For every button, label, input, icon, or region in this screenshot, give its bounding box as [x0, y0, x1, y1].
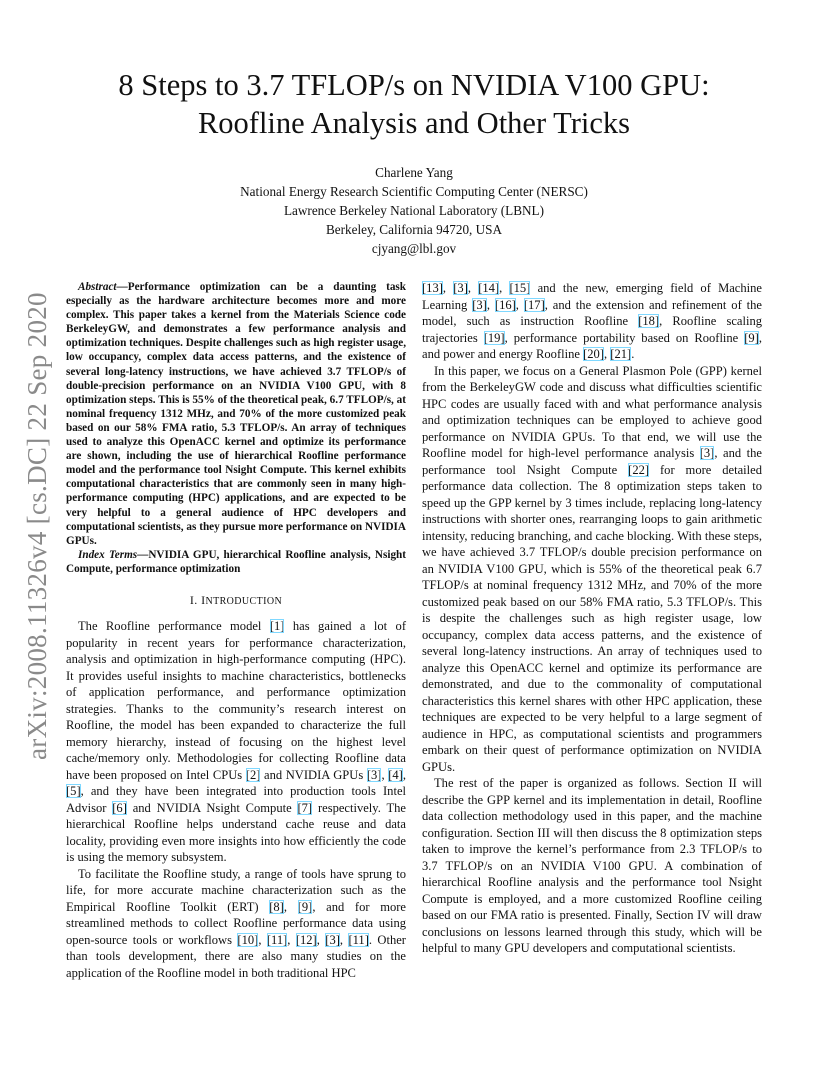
text-segment: and NVIDIA GPUs — [260, 767, 367, 782]
text-segment: In this paper, we focus on a General Plasmon Pole (GPP) kernel from the BerkeleyGW code and discuss what difficulties scientific HPC codes are usually faced with and what performance analysis and optimization techniques can be employed to achieve good performance on NVIDIA GPUs. To that end, we will use the Roofline model for high-level performance analysis — [422, 363, 762, 460]
affiliation-3: Berkeley, California 94720, USA — [325, 222, 503, 237]
intro-paragraph-2-cont — [422, 280, 762, 363]
text-segment: . Other than tools development, there are also many studies on the application of the Roofline model in both traditional HPC — [66, 932, 406, 980]
citation-link[interactable]: [9] — [297, 899, 313, 914]
section-heading-introduction: I. INTRODUCTION — [189, 592, 283, 607]
text-segment: , — [339, 932, 349, 947]
text-segment: , — [604, 347, 611, 361]
citation-link[interactable]: [3] — [325, 932, 340, 947]
paper-title — [60, 66, 768, 142]
intro-paragraph-1 — [66, 618, 406, 866]
citation-link[interactable]: [13] — [422, 281, 443, 295]
text-segment: . — [631, 347, 635, 361]
text-segment: , Roofline scaling trajectories — [422, 314, 762, 345]
text-segment: , — [515, 297, 524, 312]
abstract-lead: Abstract — [78, 281, 117, 293]
text-segment: for more detailed performance data collection. The 8 optimization steps taken to speed up the GPP kernel by 3 times include, replacing long-latency instructions with shorter ones, rearranging loops to gain arithmetic intensity, reducing branching, and cache blocking. With these steps, we have achieved 3.7 TFLOP/s double precision performance on an NVIDIA V100 GPU, which is 55% of the theoretical peak 6.7 TFLOP/s at nominal frequency 1312 MHz, and 70% of the more customized peak based on our 58% FMA ratio, 5.3 TFLOP/s. This is despite the challenges such as high register usage, low occupancy, complex data access patterns, and the existence of several long-latency instructions. An array of techniques used to analyze this OpenACC kernel and optimize its performance are demonstrated, and due to the commonality of computational characteristics this kernel shares with other HPC application, these techniques are expected to be very helpful to a large segment of audience in HPC, as computational scientists and programmers embark on their quest of performance optimization on NVIDIA GPUs. — [422, 462, 762, 774]
text-segment: , and power and energy Roofline — [422, 330, 762, 361]
citation-link[interactable]: [6] — [112, 800, 127, 815]
text-segment: and NVIDIA Nsight Compute — [126, 800, 298, 815]
abstract-text: —Performance optimization can be a daunting task especially as the hardware architecture becomes more and more complex. This paper takes a kernel from the Materials Science code BerkeleyGW, and demonstrates a few performance analysis and optimization techniques. Despite challenges such as high register usage, low occupancy, complex data access patterns, and the existence of several long-latency instructions, we have achieved 3.7 TFLOP/s of double-precision performance on an NVIDIA V100 GPU, with 8 optimization steps. This is 55% of the theoretical peak, 6.7 TFLOP/s, at nominal frequency 1312 MHz, and 70% of the more customized peak based on our 58% FMA ratio, 5.3 TFLOP/s. An array of techniques used to analyze this OpenACC kernel and optimize its performance are shown, including the use of hierarchical Roofline performance model and the performance tool Nsight Compute. This kernel exhibits computational characteristics that are commonly seen in many high-performance computing (HPC) applications, and are expected to be very helpful to a general audience of HPC developers and computational scientists, as they pursue more performance on NVIDIA GPUs. — [66, 281, 406, 547]
citation-link[interactable]: [10] — [237, 932, 259, 947]
left-column — [66, 280, 406, 981]
text-segment: , — [316, 932, 326, 947]
text-segment: The rest of the paper is organized as follows. Section II will describe the GPP kernel and its implementation in detail, Roofline data collection methodology used in this paper, and the machine configuration. Section III will then discuss the 8 optimization steps taken to improve the kernel’s performance from 2.3 TFLOP/s to 3.7 TFLOP/s on an NVIDIA V100 GPU. A combination of hierarchical Roofline analysis and the performance tool Nsight Compute is employed, and a more customized Roofline ceiling based on our FMA ratio is presented. Finally, Section IV will draw conclusions on lessons learned through this study, which will be helpful to many GPU developers and computational scientists. — [422, 776, 762, 955]
intro-paragraph-3 — [422, 363, 762, 776]
text-segment: , — [287, 932, 296, 947]
citation-link[interactable]: [21] — [610, 347, 632, 361]
text-segment: , performance portability based on Roofline — [504, 330, 745, 345]
text-segment: , — [283, 899, 298, 914]
abstract — [66, 280, 406, 548]
citation-link[interactable]: [22] — [628, 462, 650, 477]
index-terms-lead: Index Terms — [78, 548, 138, 561]
author-block — [160, 163, 668, 258]
title-line-1: 8 Steps to 3.7 TFLOP/s on NVIDIA V100 GPU: — [118, 68, 710, 102]
citation-link[interactable]: [18] — [638, 314, 660, 328]
text-segment: , and for more streamlined methods to collect Roofline performance data using open-source tools or workflows — [66, 899, 406, 947]
text-segment: , — [442, 281, 454, 295]
index-terms-text: —NVIDIA GPU, hierarchical Roofline analysis, Nsight Compute, performance optimization — [66, 548, 406, 575]
right-column — [422, 280, 762, 957]
citation-link[interactable]: [11] — [348, 932, 369, 947]
text-segment: has gained a lot of popularity in recent years for performance characterization, analysis and optimization in high-performance computing (HPC). It provides useful insights to machine characteristics, bottlenecks of application performance, and performance optimization strategies. Thanks to the community’s research interest on Roofline, the model has been expanded to characterize the full memory hierarchy, instead of focusing on the highest level cache/memory only. Methodologies for collecting Roofline data have been proposed on Intel CPUs — [66, 619, 407, 782]
citation-link[interactable]: [14] — [478, 281, 500, 295]
text-segment: and the new, emerging field of Machine Learning — [422, 281, 762, 312]
citation-link[interactable]: [2] — [245, 767, 261, 782]
text-segment: , — [499, 281, 510, 295]
citation-link[interactable]: [15] — [509, 281, 531, 295]
text-segment: , — [258, 932, 267, 947]
citation-link[interactable]: [19] — [483, 330, 505, 345]
citation-link[interactable]: [3] — [699, 446, 715, 460]
arxiv-side-stamp: arXiv:2008.11326v4 [cs.DC] 22 Sep 2020 — [22, 292, 52, 760]
text-segment: respectively. The hierarchical Roofline helps understand cache reuse and data locality, providing even more insights into how efficiently the code is using the memory subsystem. — [66, 800, 406, 865]
citation-link[interactable]: [12] — [295, 932, 317, 947]
affiliation-2: Lawrence Berkeley National Laboratory (LBNL) — [284, 203, 544, 218]
text-segment: , — [467, 281, 479, 295]
citation-link[interactable]: [4] — [388, 767, 403, 782]
text-segment: The Roofline performance model — [78, 619, 270, 634]
text-segment: , — [486, 297, 495, 312]
title-line-2: Roofline Analysis and Other Tricks — [197, 106, 631, 140]
index-terms — [66, 548, 406, 576]
intro-paragraph-4 — [422, 775, 762, 957]
author-name: Charlene Yang — [375, 165, 453, 180]
citation-link[interactable]: [16] — [494, 297, 516, 312]
citation-link[interactable]: [3] — [472, 297, 487, 312]
citation-link[interactable]: [1] — [269, 619, 285, 634]
text-segment: To facilitate the Roofline study, a range of tools have sprung to life, for more accurate machine characterization such as the Empirical Roofline Toolkit (ERT) — [66, 866, 406, 914]
text-segment: , and the performance tool Nsight Compute — [422, 446, 763, 477]
citation-link[interactable]: [3] — [453, 281, 468, 295]
text-segment: , and the extension and refinement of the model, such as instruction Roofline — [422, 297, 762, 328]
citation-link[interactable]: [5] — [66, 784, 81, 799]
author-email: cjyang@lbl.gov — [371, 241, 457, 256]
citation-link[interactable]: [20] — [583, 347, 604, 361]
citation-link[interactable]: [7] — [297, 800, 313, 815]
citation-link[interactable]: [3] — [366, 767, 382, 782]
text-segment: , — [402, 767, 406, 782]
citation-link[interactable]: [17] — [523, 297, 545, 312]
citation-link[interactable]: [8] — [269, 899, 284, 914]
citation-link[interactable]: [11] — [266, 932, 288, 947]
text-segment: , and they have been integrated into production tools Intel Advisor — [66, 784, 406, 815]
intro-paragraph-2 — [66, 866, 406, 982]
affiliation-1: National Energy Research Scientific Computing Center (NERSC) — [240, 184, 588, 199]
citation-link[interactable]: [9] — [744, 330, 759, 345]
text-segment: , — [381, 767, 389, 782]
